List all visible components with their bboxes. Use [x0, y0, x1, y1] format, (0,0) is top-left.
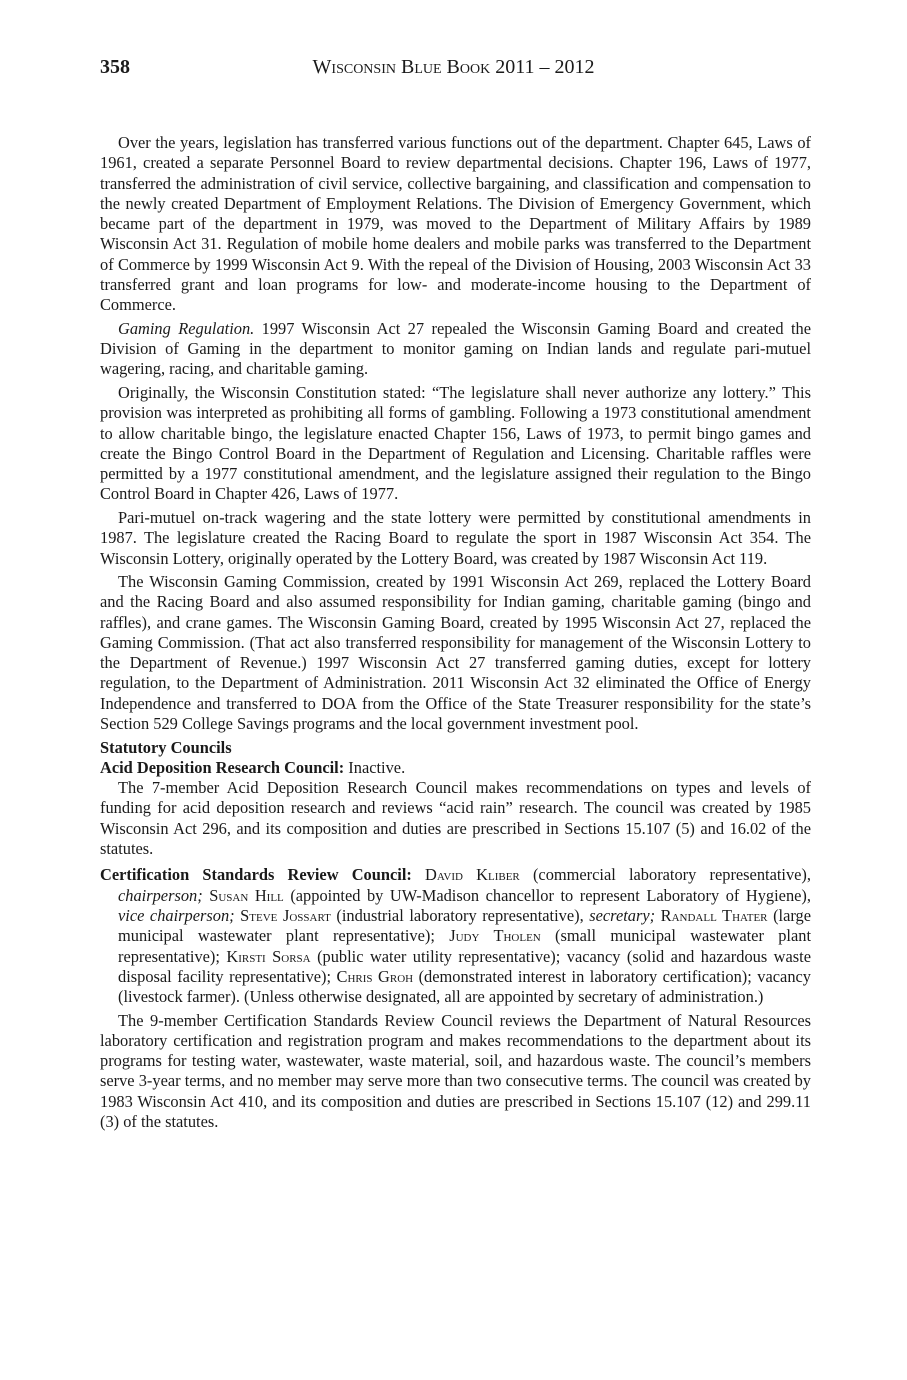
member-desc: (small municipal wastewater plant representative); [118, 926, 811, 966]
member-role: chairperson; [118, 885, 203, 905]
certification-title: Certification Standards Review Council: [100, 865, 412, 885]
paragraph-constitution: Originally, the Wisconsin Constitution stated: “The legislature shall never authorize any lottery.” This provision was interpreted as prohibiting all forms of gambling. Following a 1973 constitutional amendment to allow charitable bingo, the legislature enacted Chapter 156, Laws of 1973, to permit bingo games and create the Bingo Control Board in the Department of Regulation and Licensing. Charitable raffles were permitted by a 1977 constitutional amendment, and the legislature assigned their regulation to the Bingo Control Board in Chapter 426, Laws of 1977. [100, 382, 811, 504]
paragraph-acid-deposition: The 7-member Acid Deposition Research Council makes recommendations on types and levels of funding for acid deposition research and reviews “acid rain” research. The council was created by 1985 Wisconsin Act 296, and its composition and duties are prescribed in Sections 15.107 (5) and 16.02 of the statutes. [100, 778, 811, 859]
paragraph-pari-mutuel: Pari-mutuel on-track wagering and the state lottery were permitted by constitutional amendments in 1987. The legislature created the Racing Board to regulate the sport in 1987 Wisconsin Act 354. The Wisconsin Lottery, originally operated by the Lottery Board, was created by 1987 Wisconsin Act 119. [100, 507, 811, 568]
paragraph-certification: The 9-member Certification Standards Review Council reviews the Department of Natural Resources laboratory certification and registration program and makes recommendations to the department about its programs for testing water, wastewater, waste material, soil, and hazardous waste. The council’s members serve 3-year terms, and no member may serve more than two consecutive terms. The council was created by 1983 Wisconsin Act 410, and its composition and duties are prescribed in Sections 15.107 (12) and 299.11 (3) of the statutes. [100, 1010, 811, 1132]
gaming-regulation-text: 1997 Wisconsin Act 27 repealed the Wisconsin Gaming Board and created the Division of Gaming in the department to monitor gaming on Indian lands and regulate pari-mutuel wagering, racing, and charitable gaming. [100, 318, 811, 379]
member-name: Steve Jossart [240, 905, 331, 925]
paragraph-gaming-commission: The Wisconsin Gaming Commission, created by 1991 Wisconsin Act 269, replaced the Lottery Board and the Racing Board and also assumed responsibility for Indian gaming, charitable gaming (bingo and raffles), and crane games. The Wisconsin Gaming Board, created by 1995 Wisconsin Act 27, replaced the Gaming Commission. (That act also transferred responsibility for management of the Wisconsin Lottery to the Department of Revenue.) 1997 Wisconsin Act 27 transferred gaming duties, except for lottery regulation, to the Department of Administration. 2011 Wisconsin Act 32 eliminated the Office of Energy Independence and transferred to DOA from the Office of the State Treasurer responsibility for the state’s Section 529 College Savings programs and the local government investment pool. [100, 571, 811, 734]
paragraph-department-history: Over the years, legislation has transferred various functions out of the department. Chapter 645, Laws of 1961, created a separate Personnel Board to review departmental decisions. Chapter 196, Laws of 1977, transferred the administration of civil service, collective bargaining, and classification and compensation to the newly created Department of Employment Relations. The Division of Emergency Government, which became part of the department in 1979, was moved to the Department of Military Affairs by 1989 Wisconsin Act 31. Regulation of mobile home dealers and mobile parks was transferred to the Department of Commerce by 1999 Wisconsin Act 9. With the repeal of the Division of Housing, 2003 Wisconsin Act 33 transferred grant and loan programs for low- and moderate-income housing to the Department of Commerce. [100, 133, 811, 315]
section-heading-statutory-councils: Statutory Councils [100, 737, 232, 757]
member-desc: (demonstrated interest in laboratory certification); vacancy (livestock farmer). (Unless otherwise designated, all are appointed by secretary of administration.) [118, 966, 811, 1007]
page-body [100, 133, 811, 1136]
paragraph-gaming-regulation [100, 319, 811, 380]
member-desc: (appointed by UW-Madison chancellor to represent Laboratory of Hygiene), [283, 885, 811, 905]
gaming-regulation-lead: Gaming Regulation. [118, 318, 255, 338]
member-name: Kirsti Sorsa [226, 946, 311, 966]
member-role: vice chairperson; [118, 905, 235, 925]
member-desc: (public water utility representative); vacancy (solid and hazardous waste disposal facility representative); [118, 946, 811, 986]
acid-deposition-title: Acid Deposition Research Council: [100, 757, 345, 777]
member-desc: (large municipal wastewater plant representative); [118, 905, 811, 946]
certification-roster [100, 865, 811, 1007]
member-name: David Kliber [425, 865, 520, 885]
member-name: Susan Hill [209, 885, 284, 905]
member-desc: (industrial laboratory representative), [330, 905, 590, 925]
member-name: Judy Tholen [449, 926, 541, 946]
page-number: 358 [100, 56, 130, 78]
member-role: secretary; [589, 905, 656, 925]
member-desc: (commercial laboratory representative), [519, 865, 811, 885]
acid-deposition-status: Inactive. [344, 757, 406, 777]
acid-deposition-heading [100, 758, 811, 778]
member-name: Randall Thater [660, 905, 768, 925]
member-name: Chris Groh [336, 966, 414, 986]
running-head: Wisconsin Blue Book 2011 – 2012 [312, 56, 595, 78]
